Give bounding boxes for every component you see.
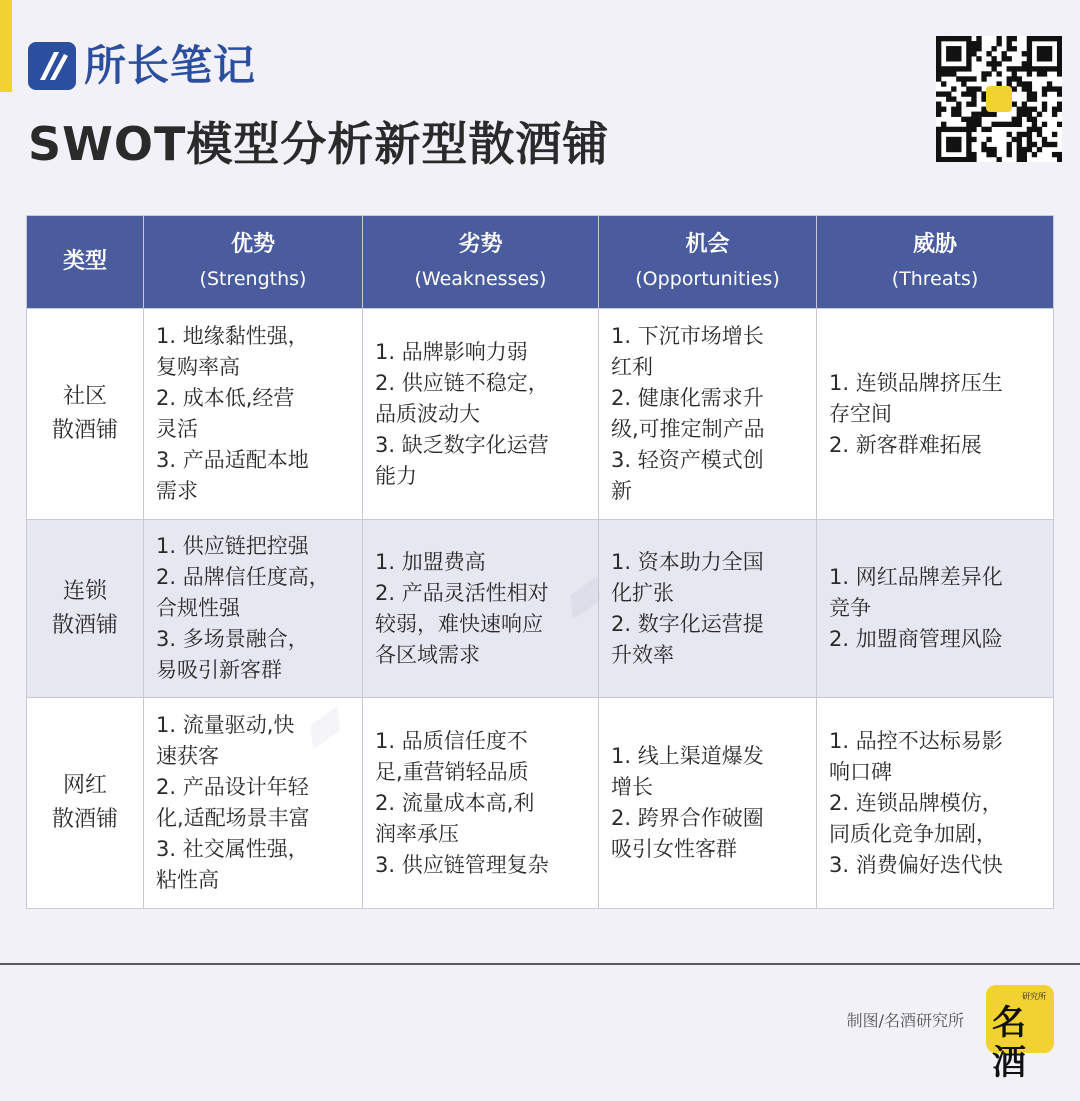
credit-text: 制图/名酒研究所 [846,1011,964,1030]
brand [28,42,256,90]
swot-table [26,215,1054,909]
cell-threats: 1. 网红品牌差异化 竞争 2. 加盟商管理风险 [817,520,1054,698]
header-strengths [144,216,363,309]
header-strengths-cn: 优势 [230,232,275,257]
cell-strengths: 1. 流量驱动,快 速获客 2. 产品设计年轻 化,适配场景丰富 3. 社交属性强， 粘性高 [144,698,363,909]
header-weaknesses [363,216,599,309]
header-strengths-en: (Strengths) [199,268,307,290]
badge-main-text: 名酒 [992,1003,1026,1083]
cell-strengths: 1. 供应链把控强 2. 品牌信任度高， 合规性强 3. 多场景融合， 易吸引新客群 [144,520,363,698]
table-header-row [27,216,1054,309]
cell-opportunities: 1. 资本助力全国 化扩张 2. 数字化运营提 升效率 [599,520,817,698]
cell-opportunities: 1. 线上渠道爆发 增长 2. 跨界合作破圈 吸引女性客群 [599,698,817,909]
header-threats-cn: 威胁 [912,232,957,257]
cell-weaknesses: 1. 品质信任度不 足,重营销轻品质 2. 流量成本高,利 润率承压 3. 供应链管理复杂 [363,698,599,909]
cell-threats: 1. 品控不达标易影 响口碑 2. 连锁品牌模仿， 同质化竞争加剧， 3. 消费偏好迭代快 [817,698,1054,909]
logo-badge [986,985,1054,1083]
header-opportunities-en: (Opportunities) [635,268,780,290]
cell-threats: 1. 连锁品牌挤压生 存空间 2. 新客群难拓展 [817,309,1054,520]
table-row [27,309,1054,520]
cell-weaknesses: 1. 品牌影响力弱 2. 供应链不稳定， 品质波动大 3. 缺乏数字化运营 能力 [363,309,599,520]
table-row [27,698,1054,909]
header-threats [817,216,1054,309]
row-type-chain: 连锁 散酒铺 [27,520,144,698]
page-title: SWOT模型分析新型散酒铺 [28,117,610,171]
brand-name: 所长笔记 [84,41,257,90]
header-opportunities [599,216,817,309]
accent-bar [0,0,12,92]
table-row [27,520,1054,698]
badge-small-text: 研究所 [1022,992,1046,1001]
cell-strengths: 1. 地缘黏性强， 复购率高 2. 成本低,经营 灵活 3. 产品适配本地 需求 [144,309,363,520]
cell-opportunities: 1. 下沉市场增长 红利 2. 健康化需求升 级,可推定制产品 3. 轻资产模式创 新 [599,309,817,520]
header-threats-en: (Threats) [891,268,979,290]
header-weaknesses-cn: 劣势 [458,232,503,257]
qr-code-icon [936,36,1062,162]
header-weaknesses-en: (Weaknesses) [414,268,547,290]
row-type-influencer: 网红 散酒铺 [27,698,144,909]
row-type-community: 社区 散酒铺 [27,309,144,520]
brand-logo-icon [28,42,76,90]
header-opportunities-cn: 机会 [685,232,730,257]
qr-code[interactable] [936,36,1062,162]
footer-divider [0,963,1080,965]
cell-weaknesses: 1. 加盟费高 2. 产品灵活性相对 较弱，难快速响应 各区域需求 [363,520,599,698]
header-type: 类型 [27,216,144,309]
